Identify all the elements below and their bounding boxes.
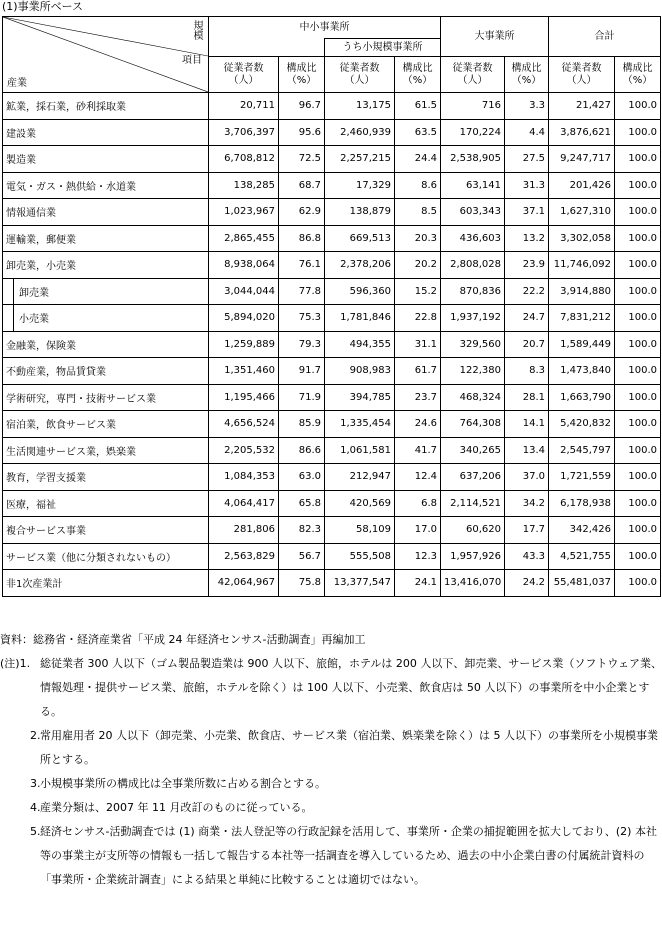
- table-cell: 100.0: [615, 543, 661, 570]
- industry-name: 学術研究，専門・技術サービス業: [3, 384, 209, 411]
- table-cell: 100.0: [615, 146, 661, 173]
- table-cell: 100.0: [615, 225, 661, 252]
- table-cell: 3.3: [505, 93, 549, 120]
- note-text: 総従業者 300 人以下（ゴム製品製造業は 900 人以下、旅館，ホテルは 200 人以下、卸売業、サービス業（ソフトウェア業、情報処理・提供サービス業、旅館，ホテルを除く）は 100 人以下、小売業、飲食店は 50 人以下）の事業所を中小企業とする。: [40, 657, 662, 718]
- table-cell: 100.0: [615, 358, 661, 385]
- table-cell: 100.0: [615, 252, 661, 279]
- note-item: [0, 820, 662, 892]
- table-cell: 5,420,832: [549, 411, 615, 438]
- table-cell: 1,084,353: [209, 464, 279, 491]
- table-row: [3, 543, 661, 570]
- table-cell: 37.0: [505, 464, 549, 491]
- table-cell: 15.2: [395, 278, 441, 305]
- table-row: [3, 146, 661, 173]
- col-header-ratio: 構成比 （%）: [279, 57, 325, 93]
- table-cell: 12.4: [395, 464, 441, 491]
- table-cell: 8.3: [505, 358, 549, 385]
- table-cell: 75.8: [279, 570, 325, 597]
- group-small-header: うち小規模事業所: [325, 39, 441, 57]
- table-row: [3, 517, 661, 544]
- table-row: [3, 358, 661, 385]
- table-cell: 468,324: [441, 384, 505, 411]
- table-cell: 122,380: [441, 358, 505, 385]
- table-cell: 85.9: [279, 411, 325, 438]
- table-cell: 2,865,455: [209, 225, 279, 252]
- table-row: [3, 331, 661, 358]
- table-cell: 24.4: [395, 146, 441, 173]
- table-cell: 3,914,880: [549, 278, 615, 305]
- table-cell: 2,808,028: [441, 252, 505, 279]
- note-item: [0, 772, 662, 796]
- table-cell: 2,257,215: [325, 146, 395, 173]
- table-cell: 2,114,521: [441, 490, 505, 517]
- table-cell: 2,538,905: [441, 146, 505, 173]
- table-cell: 11,746,092: [549, 252, 615, 279]
- table-row: [3, 490, 661, 517]
- table-cell: 596,360: [325, 278, 395, 305]
- industry-name: サービス業（他に分類されないもの）: [3, 543, 209, 570]
- col-header-employees: 従業者数 （人）: [441, 57, 505, 93]
- table-cell: 23.7: [395, 384, 441, 411]
- table-cell: 77.8: [279, 278, 325, 305]
- table-row: [3, 570, 661, 597]
- table-cell: 63.0: [279, 464, 325, 491]
- table-cell: 100.0: [615, 331, 661, 358]
- table-cell: 100.0: [615, 119, 661, 146]
- table-cell: 100.0: [615, 93, 661, 120]
- table-cell: 4,656,524: [209, 411, 279, 438]
- table-cell: 212,947: [325, 464, 395, 491]
- table-cell: 20,711: [209, 93, 279, 120]
- table-cell: 100.0: [615, 464, 661, 491]
- table-cell: 34.2: [505, 490, 549, 517]
- table-cell: 1,195,466: [209, 384, 279, 411]
- col-header-ratio: 構成比 （%）: [395, 57, 441, 93]
- table-cell: 870,836: [441, 278, 505, 305]
- table-cell: 6.8: [395, 490, 441, 517]
- table-cell: 1,473,840: [549, 358, 615, 385]
- table-cell: 201,426: [549, 172, 615, 199]
- table-cell: 138,879: [325, 199, 395, 226]
- table-cell: 43.3: [505, 543, 549, 570]
- table-cell: 8.5: [395, 199, 441, 226]
- table-cell: 22.8: [395, 305, 441, 332]
- industry-name: 製造業: [3, 146, 209, 173]
- table-cell: 20.7: [505, 331, 549, 358]
- table-cell: 21,427: [549, 93, 615, 120]
- table-cell: 4.4: [505, 119, 549, 146]
- table-cell: 13.4: [505, 437, 549, 464]
- table-cell: 1,781,846: [325, 305, 395, 332]
- corner-scale-label: 規模: [191, 20, 202, 40]
- table-cell: 2,563,829: [209, 543, 279, 570]
- table-cell: 1,589,449: [549, 331, 615, 358]
- table-cell: 23.9: [505, 252, 549, 279]
- col-header-ratio: 構成比 （%）: [615, 57, 661, 93]
- table-cell: 281,806: [209, 517, 279, 544]
- note-number: 4.: [30, 801, 41, 814]
- table-cell: 13.2: [505, 225, 549, 252]
- industry-name: 運輸業，郵便業: [3, 225, 209, 252]
- table-row: [3, 172, 661, 199]
- group-total-header: 合計: [549, 17, 661, 57]
- table-cell: 56.7: [279, 543, 325, 570]
- table-cell: 96.7: [279, 93, 325, 120]
- table-cell: 436,603: [441, 225, 505, 252]
- table-cell: 58,109: [325, 517, 395, 544]
- data-table: [2, 16, 661, 597]
- industry-name: 金融業，保険業: [3, 331, 209, 358]
- diagonal-lines: [3, 17, 208, 92]
- industry-name: 電気・ガス・熱供給・水道業: [3, 172, 209, 199]
- table-cell: 1,023,967: [209, 199, 279, 226]
- table-cell: 1,721,559: [549, 464, 615, 491]
- table-cell: 1,061,581: [325, 437, 395, 464]
- table-cell: 6,708,812: [209, 146, 279, 173]
- table-cell: 3,302,058: [549, 225, 615, 252]
- table-row: [3, 305, 661, 332]
- table-cell: 669,513: [325, 225, 395, 252]
- industry-name: 情報通信業: [3, 199, 209, 226]
- table-cell: 60,620: [441, 517, 505, 544]
- table-cell: 100.0: [615, 199, 661, 226]
- table-cell: 28.1: [505, 384, 549, 411]
- table-cell: 100.0: [615, 570, 661, 597]
- table-cell: 71.9: [279, 384, 325, 411]
- table-cell: 100.0: [615, 384, 661, 411]
- table-cell: 31.1: [395, 331, 441, 358]
- table-cell: 65.8: [279, 490, 325, 517]
- table-cell: 62.9: [279, 199, 325, 226]
- corner-industry-label: 産業: [7, 78, 27, 89]
- table-cell: 13,175: [325, 93, 395, 120]
- table-cell: 37.1: [505, 199, 549, 226]
- table-cell: 3,706,397: [209, 119, 279, 146]
- table-cell: 100.0: [615, 172, 661, 199]
- industry-name: 卸売業: [3, 278, 209, 305]
- note-number: 5.: [30, 825, 41, 838]
- note-item: [0, 652, 662, 724]
- table-cell: 63,141: [441, 172, 505, 199]
- industry-name: 複合サービス事業: [3, 517, 209, 544]
- note-text: 経済センサス-活動調査では (1) 商業・法人登記等の行政記録を活用して、事業所・企業の捕捉範囲を拡大しており、(2) 本社等の事業主が支所等の情報も一括して報告する本社等一括調査を導入しているため、過去の中小企業白書の付属統計資料の「事業所・企業統計調査」による結果と単純に比較することは適切ではない。: [40, 825, 657, 886]
- table-cell: 764,308: [441, 411, 505, 438]
- table-row: [3, 119, 661, 146]
- table-cell: 79.3: [279, 331, 325, 358]
- industry-name: 不動産業，物品賃貸業: [3, 358, 209, 385]
- table-cell: 4,064,417: [209, 490, 279, 517]
- table-cell: 86.6: [279, 437, 325, 464]
- table-cell: 716: [441, 93, 505, 120]
- table-row: [3, 411, 661, 438]
- table-cell: 1,957,926: [441, 543, 505, 570]
- table-cell: 86.8: [279, 225, 325, 252]
- table-cell: 100.0: [615, 278, 661, 305]
- table-cell: 76.1: [279, 252, 325, 279]
- table-cell: 8.6: [395, 172, 441, 199]
- table-cell: 4,521,755: [549, 543, 615, 570]
- table-cell: 2,378,206: [325, 252, 395, 279]
- source-note: 資料：総務省・経済産業省「平成 24 年経済センサス-活動調査」再編加工: [0, 633, 366, 646]
- table-cell: 82.3: [279, 517, 325, 544]
- industry-name: 医療，福祉: [3, 490, 209, 517]
- industry-name: 鉱業，採石業，砂利採取業: [3, 93, 209, 120]
- table-cell: 170,224: [441, 119, 505, 146]
- table-cell: 603,343: [441, 199, 505, 226]
- note-number: 3.: [30, 777, 41, 790]
- table-row: [3, 225, 661, 252]
- col-header-employees: 従業者数 （人）: [325, 57, 395, 93]
- table-cell: 6,178,938: [549, 490, 615, 517]
- table-row: [3, 278, 661, 305]
- industry-name: 教育，学習支援業: [3, 464, 209, 491]
- table-cell: 13,416,070: [441, 570, 505, 597]
- note-text: 産業分類は、2007 年 11 月改訂のものに従っている。: [40, 801, 313, 814]
- industry-name: 生活関連サービス業，娯楽業: [3, 437, 209, 464]
- table-cell: 1,335,454: [325, 411, 395, 438]
- table-cell: 7,831,212: [549, 305, 615, 332]
- table-cell: 41.7: [395, 437, 441, 464]
- table-cell: 555,508: [325, 543, 395, 570]
- table-cell: 100.0: [615, 305, 661, 332]
- table-cell: 2,205,532: [209, 437, 279, 464]
- table-cell: 3,876,621: [549, 119, 615, 146]
- table-cell: 3,044,044: [209, 278, 279, 305]
- table-cell: 9,247,717: [549, 146, 615, 173]
- table-cell: 494,355: [325, 331, 395, 358]
- note-item: [0, 724, 662, 772]
- table-cell: 17.0: [395, 517, 441, 544]
- table-row: [3, 464, 661, 491]
- table-cell: 31.3: [505, 172, 549, 199]
- table-row: [3, 93, 661, 120]
- industry-name: 卸売業，小売業: [3, 252, 209, 279]
- table-cell: 100.0: [615, 517, 661, 544]
- table-cell: 20.3: [395, 225, 441, 252]
- note-item: [0, 796, 662, 820]
- table-cell: 100.0: [615, 437, 661, 464]
- col-header-ratio: 構成比 （%）: [505, 57, 549, 93]
- note-number: (注)1.: [0, 657, 31, 670]
- table-cell: 24.2: [505, 570, 549, 597]
- table-cell: 72.5: [279, 146, 325, 173]
- table-row: [3, 252, 661, 279]
- table-cell: 55,481,037: [549, 570, 615, 597]
- table-cell: 420,569: [325, 490, 395, 517]
- table-cell: 5,894,020: [209, 305, 279, 332]
- table-cell: 1,259,889: [209, 331, 279, 358]
- table-cell: 24.1: [395, 570, 441, 597]
- table-body: [3, 93, 661, 597]
- sme-spacer: [209, 39, 325, 57]
- table-cell: 75.3: [279, 305, 325, 332]
- table-cell: 138,285: [209, 172, 279, 199]
- table-cell: 63.5: [395, 119, 441, 146]
- table-cell: 8,938,064: [209, 252, 279, 279]
- industry-name: 建設業: [3, 119, 209, 146]
- table-cell: 95.6: [279, 119, 325, 146]
- table-cell: 24.6: [395, 411, 441, 438]
- table-cell: 1,663,790: [549, 384, 615, 411]
- table-cell: 100.0: [615, 411, 661, 438]
- table-row: [3, 384, 661, 411]
- notes-list: [0, 652, 662, 892]
- table-cell: 27.5: [505, 146, 549, 173]
- table-cell: 637,206: [441, 464, 505, 491]
- table-row: [3, 199, 661, 226]
- table-cell: 14.1: [505, 411, 549, 438]
- table-row: [3, 437, 661, 464]
- industry-name: 小売業: [3, 305, 209, 332]
- table-cell: 13,377,547: [325, 570, 395, 597]
- table-cell: 340,265: [441, 437, 505, 464]
- corner-item-label: 項目: [182, 55, 202, 66]
- group-sme-header: 中小事業所: [209, 17, 441, 39]
- note-text: 常用雇用者 20 人以下（卸売業、小売業、飲食店、サービス業（宿泊業、娯楽業を除く）は 5 人以下）の事業所を小規模事業所とする。: [40, 729, 658, 766]
- table-cell: 329,560: [441, 331, 505, 358]
- group-large-header: 大事業所: [441, 17, 549, 57]
- industry-name: 宿泊業，飲食サービス業: [3, 411, 209, 438]
- note-number: 2.: [30, 729, 41, 742]
- table-cell: 342,426: [549, 517, 615, 544]
- table-cell: 61.7: [395, 358, 441, 385]
- table-cell: 394,785: [325, 384, 395, 411]
- industry-name: 非1次産業計: [3, 570, 209, 597]
- table-title: (1)事業所ベース: [2, 0, 84, 13]
- table-cell: 1,937,192: [441, 305, 505, 332]
- table-cell: 908,983: [325, 358, 395, 385]
- table-cell: 1,351,460: [209, 358, 279, 385]
- table-cell: 24.7: [505, 305, 549, 332]
- table-cell: 91.7: [279, 358, 325, 385]
- col-header-employees: 従業者数 （人）: [209, 57, 279, 93]
- table-cell: 17,329: [325, 172, 395, 199]
- table-cell: 100.0: [615, 490, 661, 517]
- notes-section: [0, 628, 662, 892]
- note-text: 小規模事業所の構成比は全事業所数に占める割合とする。: [40, 777, 326, 790]
- table-cell: 1,627,310: [549, 199, 615, 226]
- table-cell: 2,545,797: [549, 437, 615, 464]
- table-cell: 20.2: [395, 252, 441, 279]
- table-cell: 22.2: [505, 278, 549, 305]
- col-header-employees: 従業者数 （人）: [549, 57, 615, 93]
- table-cell: 17.7: [505, 517, 549, 544]
- table-cell: 68.7: [279, 172, 325, 199]
- table-cell: 2,460,939: [325, 119, 395, 146]
- corner-header: [3, 17, 209, 93]
- table-cell: 12.3: [395, 543, 441, 570]
- table-cell: 61.5: [395, 93, 441, 120]
- table-cell: 42,064,967: [209, 570, 279, 597]
